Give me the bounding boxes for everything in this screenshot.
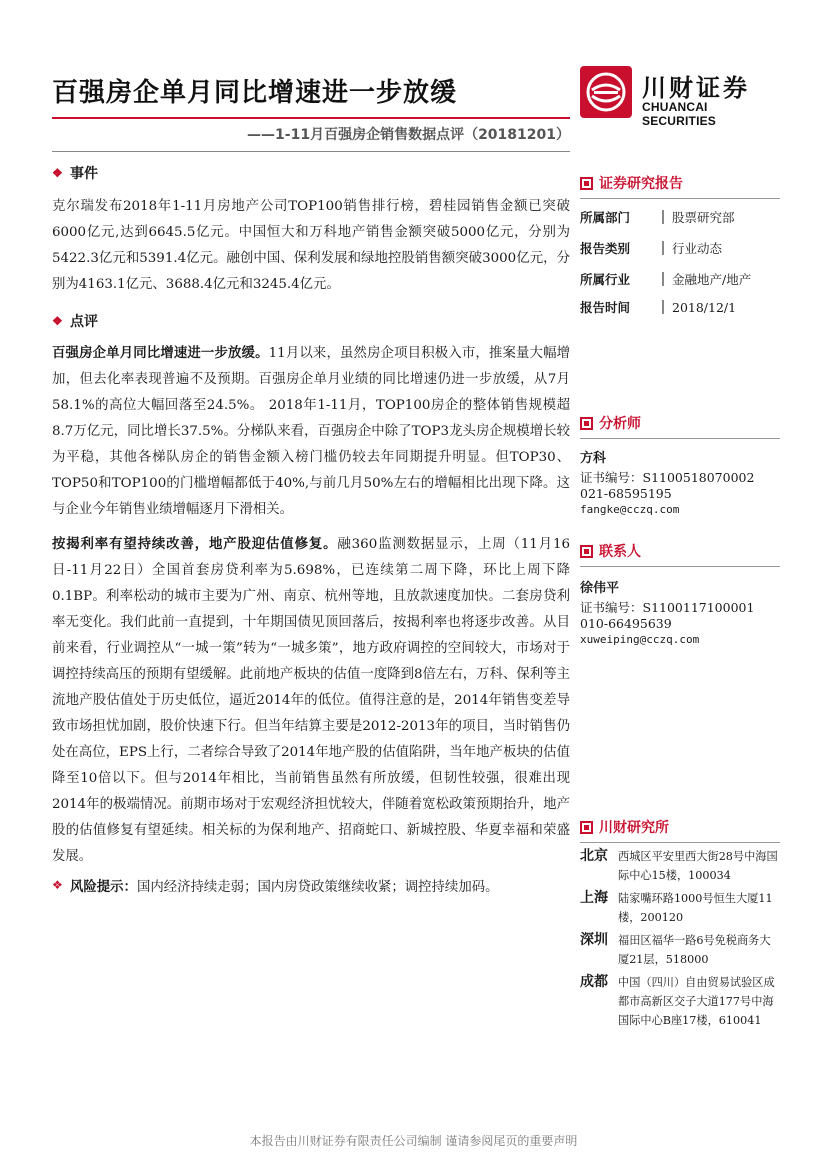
- office-city: 深圳: [580, 932, 608, 948]
- info-key: 报告类别: [580, 240, 631, 256]
- event-paragraph: 克尔瑞发布2018年1-11月房地产公司TOP100销售排行榜，碧桂园销售金额已突破6000亿元,达到6645.5亿元。中国恒大和万科地产销售金额突破5000亿元，分别为5422.3亿元和5391.4亿元。融创中国、保利发展和绿地控股销售额突破3000亿元，分别为4163.1亿元、3688.4亿元和3245.4亿元。: [52, 199, 570, 292]
- contact-heading: [580, 540, 780, 562]
- logo-name-cn: 川财证券: [642, 74, 750, 102]
- title-divider: [52, 117, 570, 119]
- event-heading-label: 事件: [70, 166, 98, 182]
- square-bullet-icon: [580, 545, 593, 558]
- report-title: 百强房企单月同比增速进一步放缓: [52, 78, 458, 108]
- paragraph-2-lead: 按揭利率有望持续改善，地产股迎估值修复。: [52, 536, 338, 552]
- analyst-divider: [580, 438, 780, 439]
- analyst-card: [580, 451, 780, 518]
- analyst-heading-label: 分析师: [599, 416, 641, 432]
- info-value: 金融地产/地产: [672, 271, 752, 287]
- info-key: 所属部门: [580, 209, 631, 225]
- analyst-name: 方科: [580, 451, 607, 466]
- institute-heading-label: 川财研究所: [599, 820, 669, 836]
- risk-label: 风险提示：: [70, 878, 137, 895]
- analyst-email[interactable]: fangke@cczq.com: [580, 503, 680, 516]
- info-value: 行业动态: [672, 240, 723, 256]
- info-key: 报告时间: [580, 300, 631, 315]
- info-separator: [662, 272, 664, 286]
- analyst-phone: 021-68595195: [580, 486, 672, 501]
- institute-divider: [580, 842, 780, 843]
- page-footer: 本报告由川财证券有限责任公司编制 谨请参阅尾页的重要声明: [249, 1134, 578, 1148]
- comment-heading-label: 点评: [70, 314, 98, 330]
- office-address: 陆家嘴环路1000号恒生大厦11楼，200120: [618, 892, 773, 924]
- report-info-list: [580, 201, 780, 320]
- contact-divider: [580, 566, 780, 567]
- info-separator: [662, 210, 664, 224]
- comment-section-heading: [52, 308, 570, 334]
- institute-heading: [580, 816, 780, 838]
- contact-phone: 010-66495639: [580, 616, 672, 631]
- contact-card: [580, 581, 780, 648]
- report-info-divider: [580, 198, 780, 199]
- paragraph-1-lead: 百强房企单月同比增速进一步放缓。: [52, 345, 269, 361]
- paragraph-1-body: 11月以来，虽然房企项目积极入市，推案量大幅增加，但去化率表现普遍不及预期。百强房企单月业绩的同比增速仍进一步放缓，从7月58.1%的高位大幅回落至24.5%。 2018年1-11月，TOP100房企的整体销售规模超8.7万亿元，同比增长37.5%。分梯队来看，百强房企中除了TOP3龙头房企规模增长较为平稳，其他各梯队房企的销售金额入榜门槛仍较去年同期提升明显。但TOP30、TOP50和TOP100的门槛增幅都低于40%,与前几月50%左右的增幅相比出现下降。这与企业今年销售业绩增幅逐月下滑相关。: [52, 346, 571, 517]
- diamond-bullet-icon: ❖: [52, 166, 63, 180]
- contact-name: 徐伟平: [580, 581, 620, 596]
- info-separator: [662, 300, 664, 314]
- info-row-date: [580, 294, 780, 320]
- brand-logo: [580, 66, 780, 128]
- diamond-bullet-icon: ❖: [52, 314, 63, 328]
- logo-name-en: CHUANCAI SECURITIES: [642, 100, 717, 128]
- office-city: 北京: [580, 848, 608, 864]
- office-city: 上海: [580, 890, 608, 906]
- square-bullet-icon: [580, 177, 593, 190]
- paragraph-2-body: 融360监测数据显示，上周（11月16日-11月22日）全国首套房贷利率为5.698%，已连续第二周下降，环比上周下降0.1BP。利率松动的城市主要为广州、南京、杭州等地，且放款速度加快。二套房贷利率无变化。我们此前一直提到，十年期国债见顶回落后，按揭利率也将逐步改善。从目前来看，行业调控从“一城一策”转为“一城多策”，地方政府调控的空间较大，市场对于调控持续高压的预期有望缓解。此前地产板块的估值一度降到8倍左右，万科、保利等主流地产股估值处于历史低位，逼近2014年的低位。值得注意的是，2014年销售变差导致市场担忧加剧，股价快速下行。但当年结算主要是2012-2013年的项目，当时销售仍处在高位，EPS上行，二者综合导致了2014年地产股的估值陷阱，当年地产板块的估值降至10倍以下。但与2014年相比，当前销售虽然有所放缓，但韧性较强，很难出现2014年的极端情况。前期市场对于宏观经济担忧较大，伴随着宽松政策预期抬升，地产股的估值修复有望延续。相关标的为保利地产、招商蛇口、新城控股、华夏幸福和荣盛发展。: [52, 537, 571, 864]
- diamond-bullet-icon: ❖: [52, 878, 63, 892]
- analyst-cert: 证书编号：S1100518070002: [580, 470, 755, 485]
- info-value: 股票研究部: [672, 209, 735, 225]
- info-value: 2018/12/1: [672, 299, 737, 315]
- risk-text: 国内经济持续走弱；国内房贷政策继续收紧；调控持续加码。: [136, 879, 499, 895]
- info-row-industry: [580, 263, 780, 294]
- office-chengdu: [580, 973, 780, 1030]
- office-beijing: [580, 847, 780, 885]
- office-list: [580, 847, 780, 1030]
- info-row-department: [580, 201, 780, 232]
- office-shanghai: [580, 889, 780, 927]
- office-address: 中国（四川）自由贸易试验区成都市高新区交子大道177号中海国际中心B座17楼，610041: [618, 976, 775, 1027]
- info-separator: [662, 241, 664, 255]
- logo-mark-icon: [580, 66, 632, 118]
- sidebar: [580, 172, 780, 1034]
- report-subtitle: ——1-11月百强房企销售数据点评（20181201）: [247, 127, 570, 143]
- comment-paragraph-2: [52, 531, 570, 870]
- square-bullet-icon: [580, 417, 593, 430]
- analyst-heading: [580, 412, 780, 434]
- comment-paragraph-1: [52, 340, 570, 523]
- main-content: [52, 160, 570, 898]
- office-address: 西城区平安里西大街28号中海国际中心15楼，100034: [618, 850, 778, 882]
- contact-cert: 证书编号：S1100117100001: [580, 600, 755, 615]
- contact-heading-label: 联系人: [599, 544, 641, 560]
- report-info-heading: [580, 172, 780, 194]
- subtitle-divider: [52, 151, 570, 152]
- square-bullet-icon: [580, 821, 593, 834]
- report-info-heading-label: 证券研究报告: [599, 176, 683, 192]
- office-shenzhen: [580, 931, 780, 969]
- contact-email[interactable]: xuweiping@cczq.com: [580, 633, 700, 646]
- event-section-heading: [52, 160, 570, 186]
- risk-warning: [52, 872, 570, 898]
- office-city: 成都: [580, 974, 608, 990]
- office-address: 福田区福华一路6号免税商务大厦21层，518000: [618, 934, 771, 966]
- info-row-category: [580, 232, 780, 263]
- info-key: 所属行业: [580, 271, 631, 287]
